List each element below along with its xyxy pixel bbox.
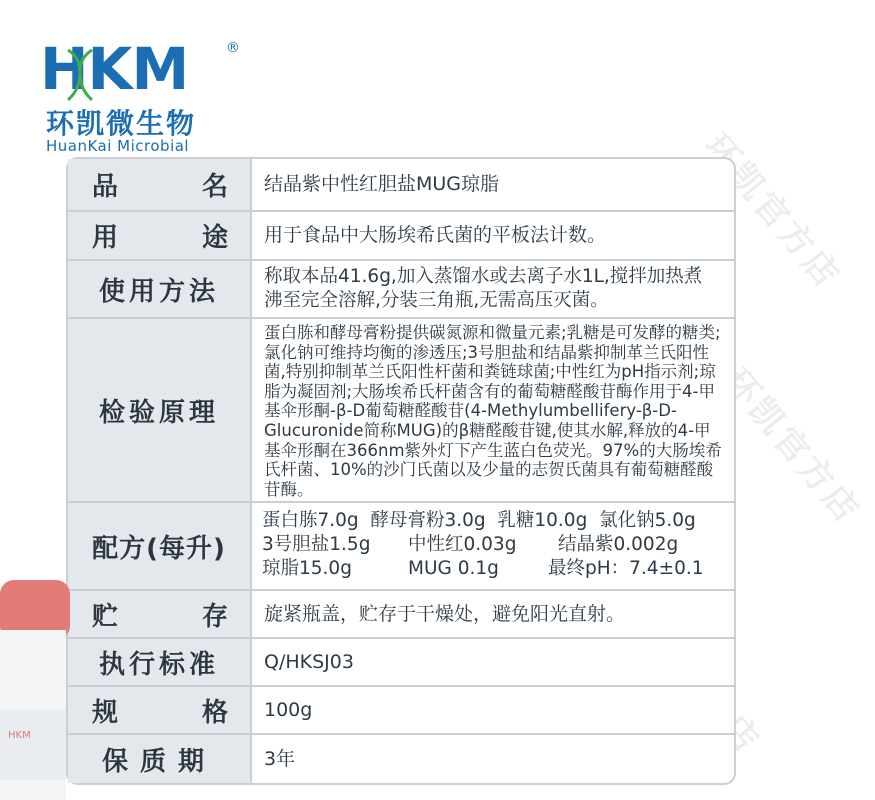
row-label: 执行标准: [68, 639, 252, 685]
formula-item: 蛋白胨7.0g: [262, 510, 359, 531]
row-value: 称取本品41.6g,加入蒸馏水或去离子水1L,搅拌加热煮沸至完全溶解,分装三角瓶,无需高压灭菌。: [264, 266, 703, 311]
row-value: Q/HKSJ03: [264, 650, 354, 673]
row-value: 3年: [264, 747, 296, 770]
spec-row-use: [68, 210, 734, 259]
row-value: 结晶紫中性红胆盐MUG琼脂: [264, 173, 500, 195]
formula-item: 3号胆盐1.5g: [262, 534, 371, 555]
brand-name-cn: 环凯微生物: [46, 107, 197, 140]
row-label-char: 贮: [92, 601, 123, 632]
formula-line: [262, 533, 704, 557]
row-label: 保质期: [68, 735, 252, 783]
row-label: 检验原理: [68, 319, 252, 501]
spec-row-method: [68, 259, 734, 317]
brand-name-en: HuanKai Microbial: [46, 137, 190, 155]
formula-line: [262, 557, 704, 581]
dna-helix-icon: [60, 46, 100, 104]
jar-logo-icon: HKM: [8, 730, 31, 741]
row-label: [68, 159, 252, 210]
row-value: 旋紧瓶盖，贮存于干燥处，避免阳光直射。: [264, 602, 626, 625]
spec-row-name: [68, 159, 734, 210]
row-label-char: 途: [201, 223, 232, 253]
formula-item: 氯化钠5.0g: [599, 510, 696, 531]
formula-line: [262, 509, 704, 533]
row-label-char: 品: [92, 172, 123, 202]
row-label-char: 规: [92, 697, 123, 728]
row-value: 100g: [264, 698, 313, 721]
formula-item: MUG 0.1g: [408, 558, 499, 579]
brand-logo: HKM: [40, 35, 189, 103]
row-label-char: 用: [92, 223, 123, 253]
formula-item: 中性红0.03g: [408, 534, 517, 555]
row-value: 用于食品中大肠埃希氏菌的平板法计数。: [264, 224, 607, 246]
formula-item: 结晶紫0.002g: [558, 534, 679, 555]
watermark: 环凯官方店: [695, 126, 849, 298]
row-label-char: 存: [201, 601, 232, 632]
row-label: 配方(每升): [68, 503, 252, 589]
row-value: [252, 503, 734, 589]
formula-item: 乳糖10.0g: [497, 510, 588, 531]
row-label-char: 名: [201, 172, 232, 202]
registered-mark: ®: [226, 40, 240, 56]
row-label-char: 格: [201, 697, 232, 728]
row-value: 蛋白胨和酵母膏粉提供碳氮源和微量元素;乳糖是可发酵的糖类;氯化钠可维持均衡的渗透压;3号胆盐和结晶紫抑制革兰氏阳性菌,特别抑制革兰氏阳性杆菌和粪链球菌;中性红为pH指示剂;琼脂为凝固剂;大肠埃希氏杆菌含有的葡萄糖醛酸苷酶作用于4-甲基伞形酮-β-D葡萄糖醛酸苷(4-Methylumbellifery-β-D-Glucuronide简称MUG)的β糖醛酸苷键,使其水解,释放的4-甲基伞形酮在366nm紫外灯下产生蓝白色荧光。97%的大肠埃希氏杆菌、10%的沙门氏菌以及少量的志贺氏菌具有葡萄糖醛酸苷酶。: [264, 323, 722, 499]
formula-item: 最终pH：7.4±0.1: [548, 558, 704, 579]
brand-header: [40, 35, 260, 155]
row-label: 使用方法: [68, 261, 252, 317]
product-jar-image: [0, 560, 170, 800]
spec-row-principle: [68, 317, 734, 501]
formula-item: 酵母膏粉3.0g: [370, 510, 486, 531]
watermark: 环凯官方店: [715, 361, 869, 533]
formula-item: 琼脂15.0g: [262, 558, 352, 579]
row-label: [68, 212, 252, 259]
formula-list: [262, 507, 704, 581]
